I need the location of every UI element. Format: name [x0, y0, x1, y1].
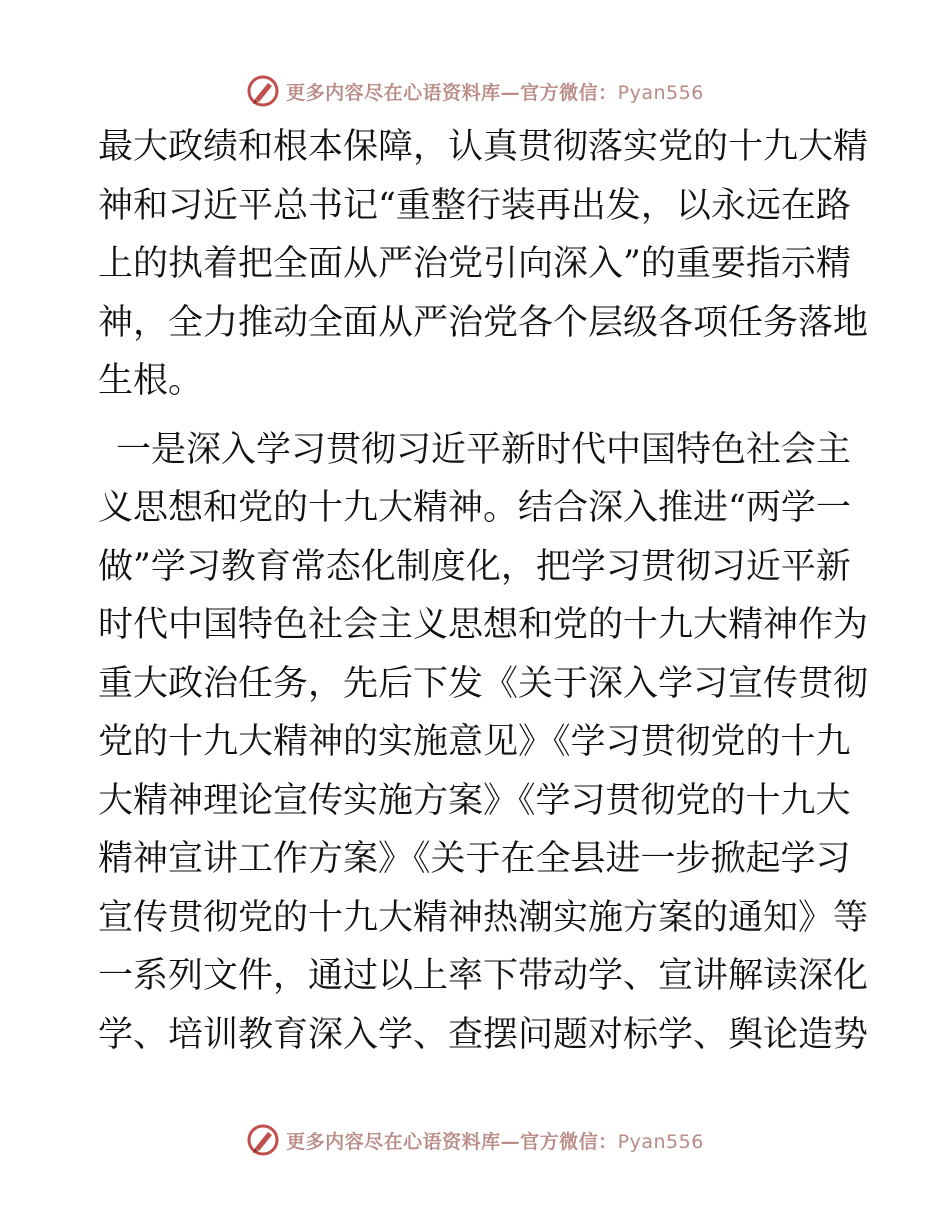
text-line: 宣传贯彻党的十九大精神热潮实施方案的通知》等 — [98, 897, 869, 938]
header-watermark-text: 更多内容尽在心语资料库—官方微信： — [286, 81, 618, 104]
text-line: 精神宣讲工作方案》《关于在全县进一步掀起学习 — [98, 839, 851, 879]
text-line: 做”学习教育常态化制度化，把学习贯彻习近平新 — [98, 546, 851, 587]
text-line: 党的十九大精神的实施意见》《学习贯彻党的十九 — [98, 722, 851, 762]
text-line: 大精神理论宣传实施方案》《学习贯彻党的十九大 — [98, 780, 851, 821]
footer-watermark — [0, 1120, 950, 1160]
text-line: 生根。 — [98, 361, 204, 401]
text-line: 重大政治任务，先后下发《关于深入学习宣传贯彻 — [98, 663, 869, 704]
text-line: 义思想和党的十九大精神。结合深入推进“两学一 — [98, 488, 851, 528]
text-line: 一是深入学习贯彻习近平新时代中国特色社会主 — [116, 429, 852, 470]
footer-watermark-id: Pyan556 — [617, 1130, 704, 1153]
document-body — [98, 118, 869, 1064]
paragraph-gap — [98, 411, 858, 421]
text-line: 学、培训教育深入学、查摆问题对标学、舆论造势 — [98, 1014, 869, 1055]
text-line: 神和习近平总书记“重整行装再出发，以永远在路 — [98, 185, 851, 226]
text-line: 神，全力推动全面从严治党各个层级各项任务落地 — [98, 302, 869, 343]
header-watermark — [0, 71, 950, 111]
pen-logo-icon — [246, 74, 280, 108]
text-line: 上的执着把全面从严治党引向深入”的重要指示精 — [98, 244, 851, 284]
text-line: 一系列文件，通过以上率下带动学、宣讲解读深化 — [98, 956, 869, 996]
footer-watermark-text: 更多内容尽在心语资料库—官方微信： — [286, 1130, 618, 1153]
text-line: 最大政绩和根本保障，认真贯彻落实党的十九大精 — [98, 127, 869, 167]
header-watermark-id: Pyan556 — [617, 81, 704, 104]
text-line: 时代中国特色社会主义思想和党的十九大精神作为 — [98, 605, 869, 645]
pen-logo-icon — [246, 1123, 280, 1157]
